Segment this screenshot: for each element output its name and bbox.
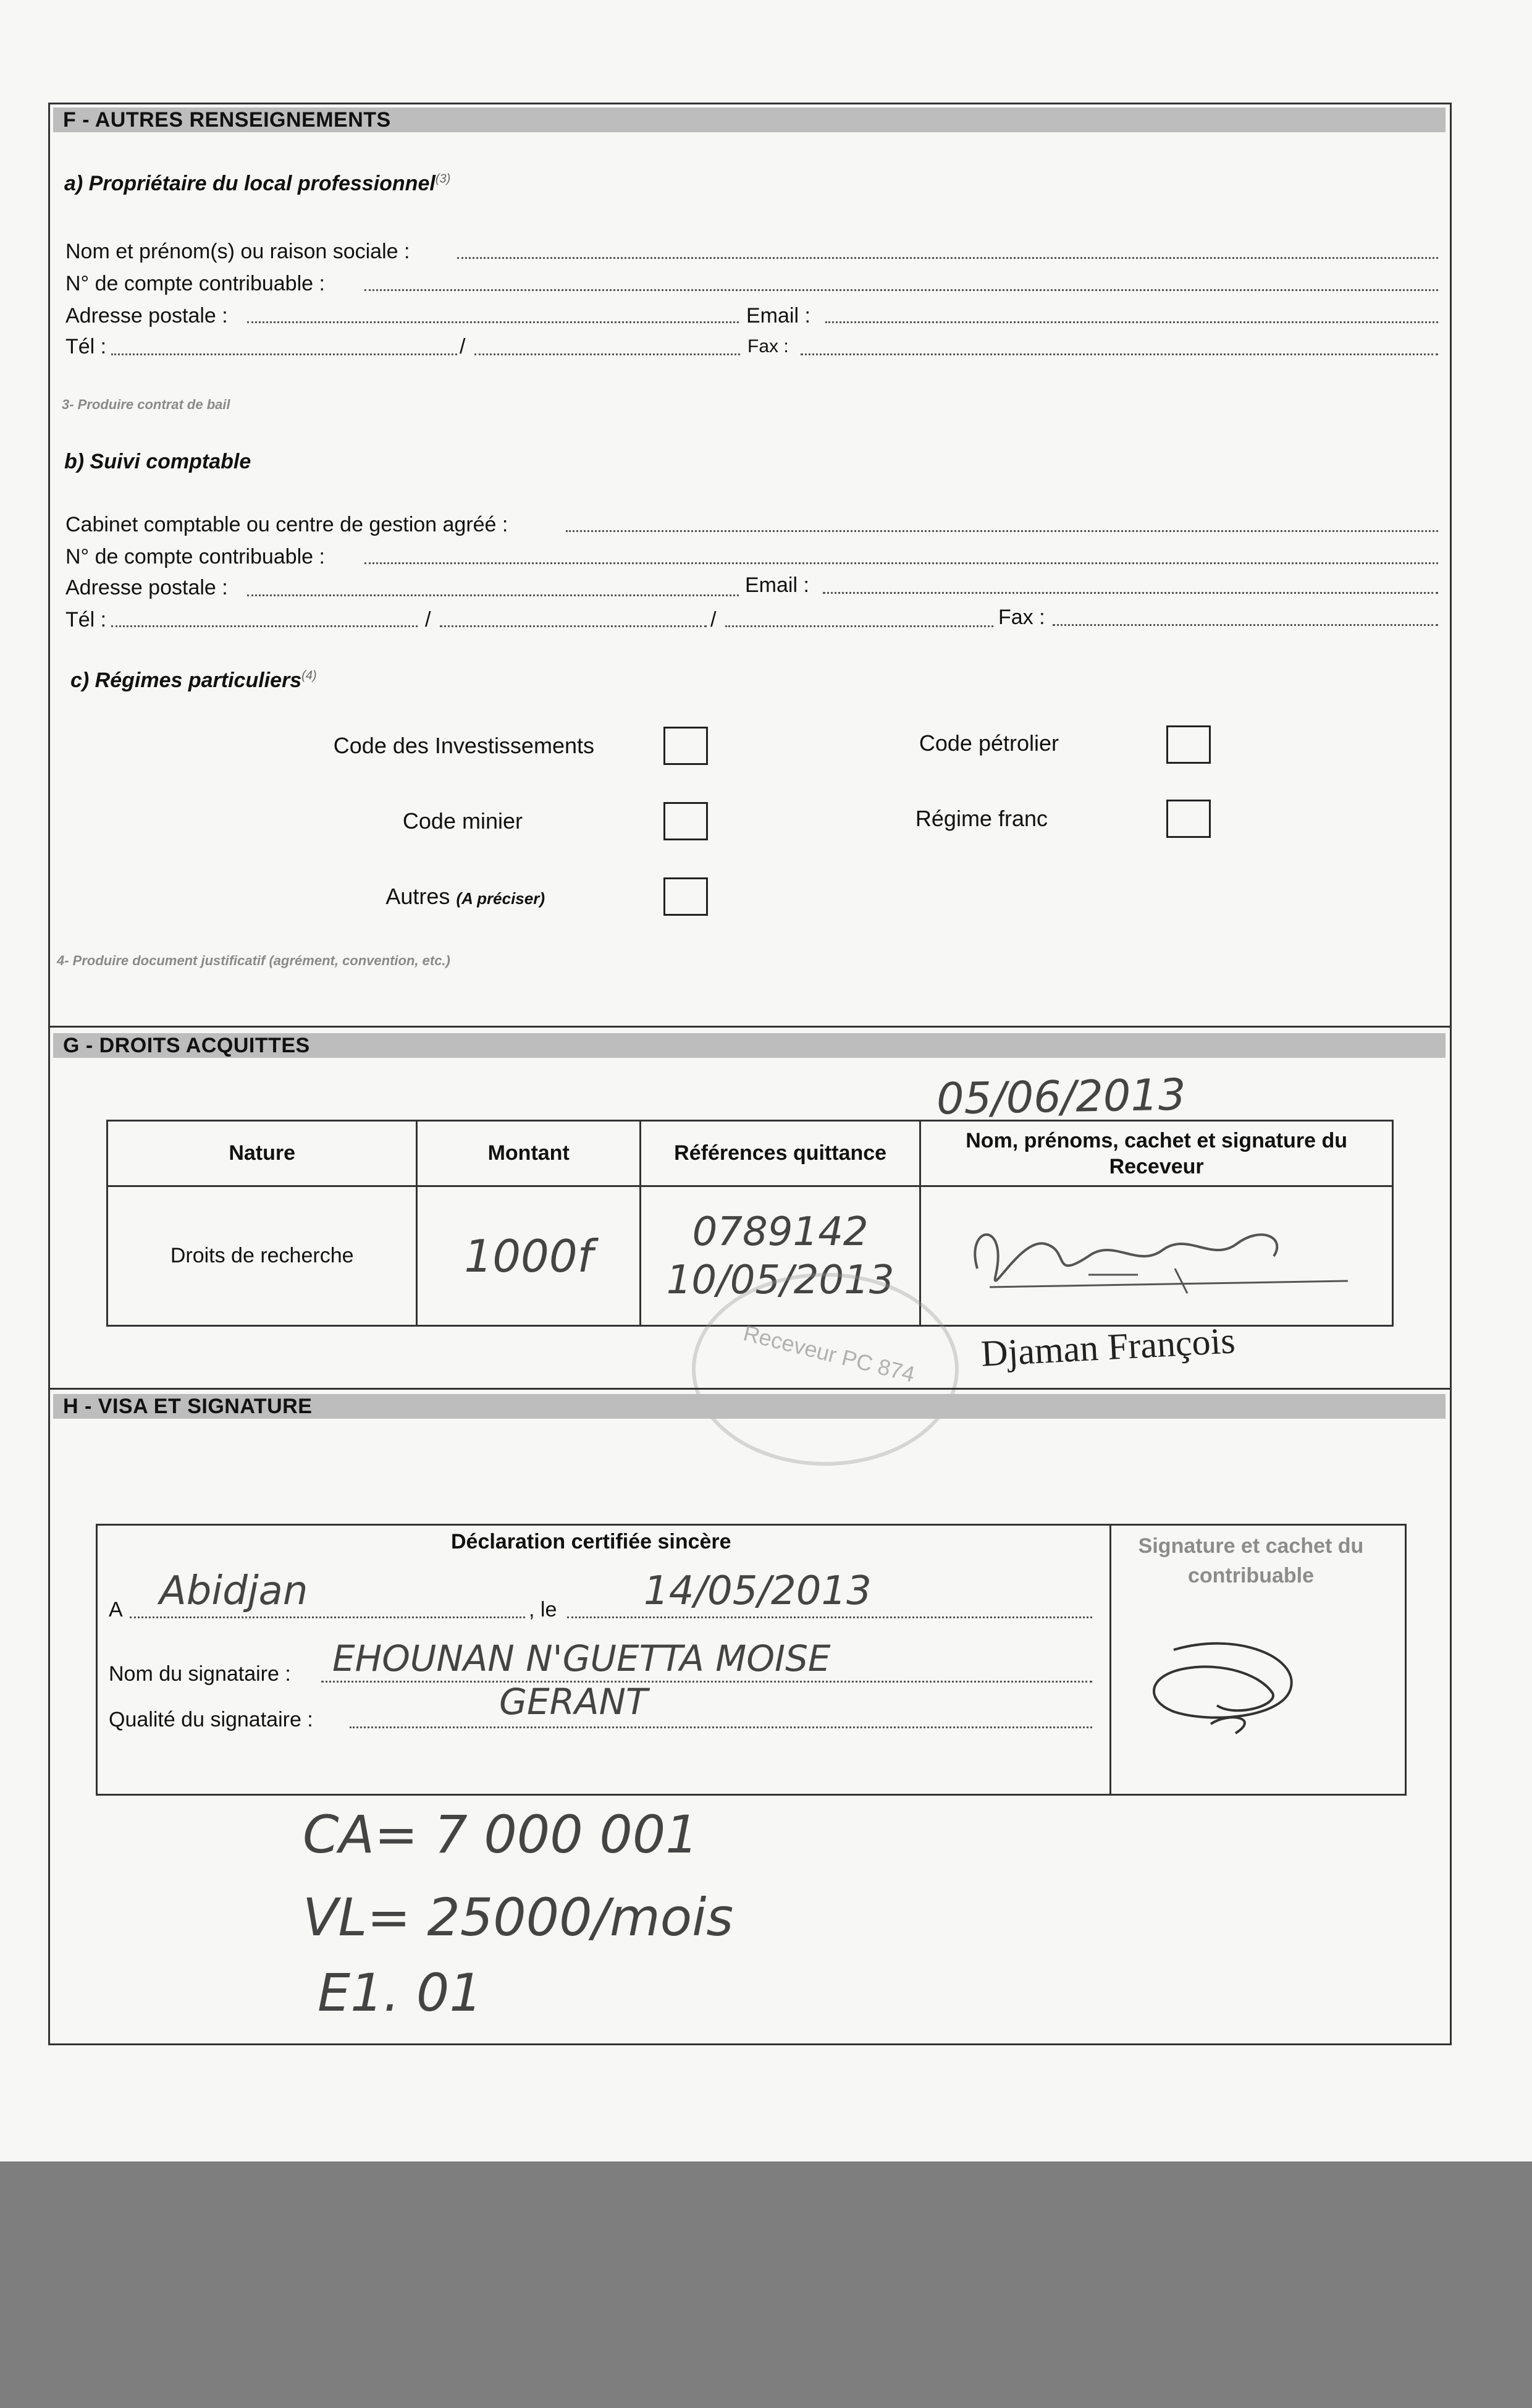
col-receveur: Nom, prénoms, cachet et signature du Receveur [920, 1121, 1393, 1186]
regime-minier-label: Code minier [402, 808, 523, 834]
field-accounting-tel3-line[interactable] [725, 625, 993, 627]
footnote-4: 4- Produire document justificatif (agrément, convention, etc.) [57, 953, 450, 968]
contribuable-signature-label: Signature et cachet du contribuable [1138, 1534, 1364, 1587]
field-accounting-tel-label: Tél : [65, 608, 107, 632]
field-owner-fax-line[interactable] [801, 353, 1438, 355]
field-accounting-email-line[interactable] [823, 592, 1438, 594]
tel-separator-1: / [425, 608, 431, 632]
tel-separator: / [460, 335, 466, 358]
declaration-divider [1109, 1524, 1111, 1796]
field-owner-address-label: Adresse postale : [65, 304, 228, 327]
field-cabinet-label: Cabinet comptable ou centre de gestion agréé : [65, 513, 508, 536]
field-accounting-tel2-line[interactable] [440, 625, 707, 627]
handwritten-signataire: EHOUNAN N'GUETTA MOISE [332, 1637, 831, 1679]
contribuable-signature [1137, 1631, 1310, 1743]
signataire-label: Nom du signataire : [109, 1662, 291, 1686]
section-h-header: H - VISA ET SIGNATURE [53, 1394, 1446, 1419]
signataire-line[interactable] [321, 1681, 1092, 1683]
field-owner-account-label: N° de compte contribuable : [65, 272, 325, 295]
field-owner-name-line[interactable] [457, 257, 1438, 259]
field-accounting-tel-line[interactable] [111, 625, 418, 627]
footnote-ref-3: (3) [435, 172, 451, 186]
col-references: Références quittance [641, 1121, 920, 1186]
section-divider-h [48, 1388, 1452, 1390]
section-g-header: G - DROITS ACQUITTES [53, 1033, 1446, 1058]
handwritten-date-above-table: 05/06/2013 [936, 1069, 1187, 1125]
lieu-label: A [109, 1598, 123, 1621]
regime-invest-label: Code des Investissements [333, 733, 594, 758]
handwritten-lieu: Abidjan [159, 1568, 308, 1614]
regime-minier-checkbox[interactable] [663, 802, 708, 840]
regime-franc-label: Régime franc [915, 806, 1048, 831]
receveur-signature [953, 1201, 1360, 1306]
field-owner-address-line[interactable] [247, 321, 739, 323]
declaration-title: Déclaration certifiée sincère [451, 1530, 731, 1553]
footnote-ref-4: (4) [301, 669, 317, 683]
regime-franc-checkbox[interactable] [1166, 800, 1211, 838]
handwritten-note-e1: E1. 01 [318, 1962, 482, 2023]
qualite-label: Qualité du signataire : [109, 1708, 313, 1731]
field-owner-email-line[interactable] [825, 321, 1438, 323]
field-accounting-fax-label: Fax : [998, 606, 1045, 629]
field-accounting-address-line[interactable] [247, 594, 739, 596]
field-accounting-fax-line[interactable] [1053, 624, 1438, 626]
subsection-c-title: c) Régimes particuliers$^{(4)}$ [70, 669, 317, 692]
field-accounting-address-label: Adresse postale : [65, 576, 228, 599]
regime-petrolier-checkbox[interactable] [1166, 725, 1211, 764]
cell-receveur-signature [920, 1186, 1393, 1326]
regime-autres-hint: (A préciser) [456, 889, 545, 908]
handwritten-date: 14/05/2013 [644, 1568, 872, 1614]
stamp-text: Receveur PC 874 [741, 1320, 918, 1387]
field-owner-tel-label: Tél : [65, 335, 107, 358]
field-owner-email-label: Email : [746, 304, 810, 327]
subsection-b-title: b) Suivi comptable [64, 450, 251, 473]
section-f-header: F - AUTRES RENSEIGNEMENTS [53, 108, 1446, 132]
receveur-name-stamp: Djaman François [980, 1320, 1236, 1374]
field-owner-fax-label: Fax : [747, 336, 789, 357]
regime-invest-checkbox[interactable] [663, 727, 708, 765]
tel-separator-2: / [710, 608, 717, 632]
regime-autres-checkbox[interactable] [663, 877, 708, 916]
regime-petrolier-label: Code pétrolier [919, 730, 1059, 756]
cell-nature: Droits de recherche [107, 1186, 417, 1326]
field-accounting-account-line[interactable] [364, 562, 1438, 564]
col-montant: Montant [417, 1121, 641, 1186]
field-owner-account-line[interactable] [364, 289, 1438, 291]
section-divider-g [48, 1026, 1452, 1028]
handwritten-ref-number: 0789142 [692, 1209, 869, 1255]
handwritten-ref-date: 10/05/2013 [666, 1257, 894, 1303]
field-accounting-email-label: Email : [745, 573, 809, 597]
field-owner-name-label: Nom et prénom(s) ou raison sociale : [65, 240, 410, 263]
lieu-line[interactable] [130, 1616, 525, 1618]
qualite-line[interactable] [350, 1726, 1092, 1728]
cell-montant [417, 1186, 641, 1326]
table-header-row [107, 1121, 1393, 1186]
date-line[interactable] [567, 1616, 1092, 1618]
handwritten-qualite: GERANT [499, 1681, 648, 1723]
handwritten-note-vl: VL= 25000/mois [303, 1887, 734, 1948]
field-cabinet-line[interactable] [566, 530, 1438, 532]
field-accounting-account-label: N° de compte contribuable : [65, 545, 325, 568]
regime-autres-label: Autres (A préciser) [385, 884, 545, 909]
receveur-stamp [692, 1273, 959, 1466]
handwritten-montant: 1000f [464, 1230, 593, 1282]
field-owner-tel-line[interactable] [111, 353, 457, 355]
col-nature: Nature [107, 1121, 417, 1186]
handwritten-note-ca: CA= 7 000 001 [303, 1804, 699, 1865]
field-owner-tel2-line[interactable] [474, 353, 740, 355]
footnote-3: 3- Produire contrat de bail [62, 397, 230, 412]
subsection-a-title: a) Propriétaire du local professionnel$^{(3)}$ [64, 172, 451, 195]
date-label: , le [529, 1598, 557, 1621]
